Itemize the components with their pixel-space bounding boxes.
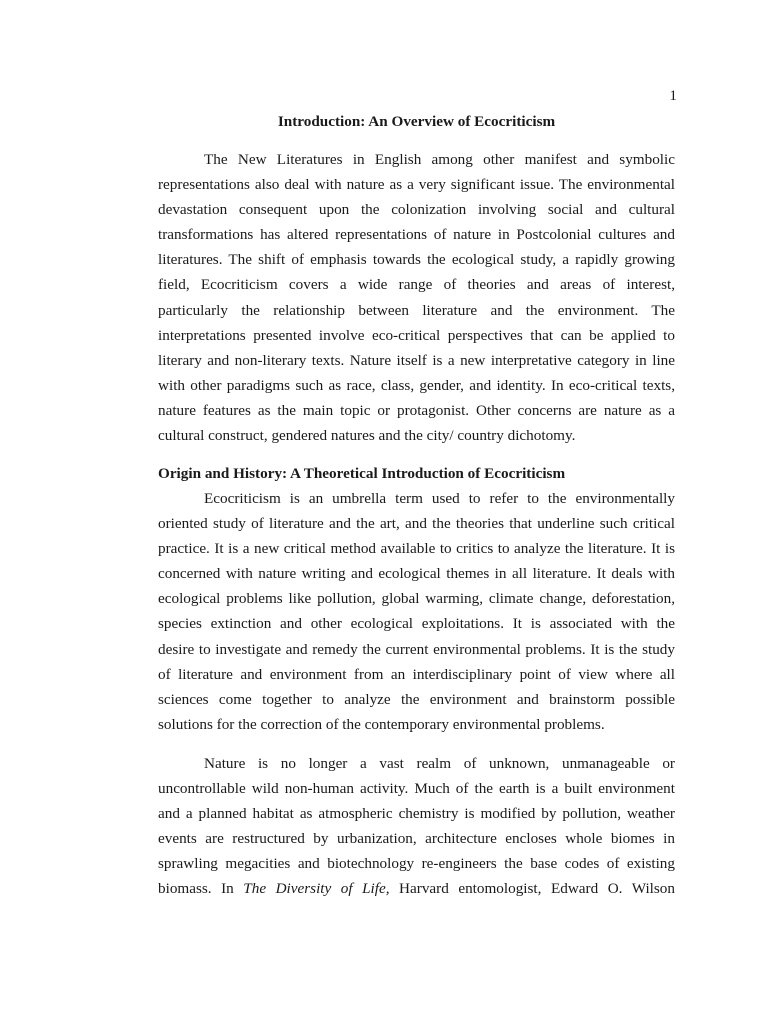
text-line: of literature and environment from an interdisciplinary point of view where all	[158, 665, 675, 683]
text-line: events are restructured by urbanization, architecture encloses whole biomes in	[158, 830, 675, 848]
text-line: literary and non-literary texts. Nature itself is a new interpretative category in line	[158, 351, 675, 369]
text-line: ecological problems like pollution, global warming, climate change, deforestation,	[158, 590, 675, 608]
text-line: practice. It is a new critical method available to critics to analyze the literature. It is	[158, 540, 675, 558]
text-run: Harvard entomologist, Edward O. Wilson	[389, 880, 675, 898]
text-line: desire to investigate and remedy the current environmental problems. It is the study	[158, 640, 675, 658]
text-line: devastation consequent upon the colonization involving social and cultural	[158, 201, 675, 219]
page-number: 1	[669, 87, 677, 104]
text-line: and a planned habitat as atmospheric chemistry is modified by pollution, weather	[158, 805, 675, 823]
text-line: representations also deal with nature as a very significant issue. The environmental	[158, 176, 675, 194]
text-line: particularly the relationship between literature and the environment. The	[158, 301, 675, 319]
text-line: literatures. The shift of emphasis towards the ecological study, a rapidly growing	[158, 251, 675, 269]
text-run: biomass. In	[158, 880, 244, 898]
text-line: transformations has altered representations of nature in Postcolonial cultures and	[158, 226, 675, 244]
book-title: The Diversity of Life,	[243, 880, 390, 898]
text-line: field, Ecocriticism covers a wide range of theories and areas of interest,	[158, 276, 675, 294]
page-title: Introduction: An Overview of Ecocriticism	[277, 113, 556, 130]
text-line: sciences come together to analyze the environment and brainstorm possible	[158, 690, 675, 708]
text-line: oriented study of literature and the art, and the theories that underline such critical	[158, 515, 675, 533]
text-line-mixed	[158, 876, 675, 901]
text-line: Nature is no longer a vast realm of unknown, unmanageable or	[204, 755, 675, 772]
text-line: cultural construct, gendered natures and the city/ country dichotomy.	[158, 427, 576, 445]
text-line: sprawling megacities and biotechnology re-engineers the base codes of existing	[158, 855, 675, 873]
text-line: concerned with nature writing and ecological themes in all literature. It deals with	[158, 565, 675, 583]
paragraph-1	[158, 147, 675, 448]
text-line: nature features as the main topic or protagonist. Other concerns are nature as a	[158, 401, 675, 419]
paragraph-3	[158, 751, 675, 902]
text-line: solutions for the correction of the contemporary environmental problems.	[158, 715, 605, 733]
text-line: species extinction and other ecological exploitations. It is associated with the	[158, 615, 675, 633]
paragraph-2	[158, 486, 675, 737]
section-heading: Origin and History: A Theoretical Introduction of Ecocriticism	[158, 465, 566, 482]
text-line: Ecocriticism is an umbrella term used to refer to the environmentally	[204, 490, 675, 507]
text-line: interpretations presented involve eco-critical perspectives that can be applied to	[158, 326, 675, 344]
text-line: uncontrollable wild non-human activity. Much of the earth is a built environment	[158, 780, 675, 798]
text-line: The New Literatures in English among other manifest and symbolic	[204, 151, 675, 168]
text-line: with other paradigms such as race, class, gender, and identity. In eco-critical texts,	[158, 376, 675, 394]
